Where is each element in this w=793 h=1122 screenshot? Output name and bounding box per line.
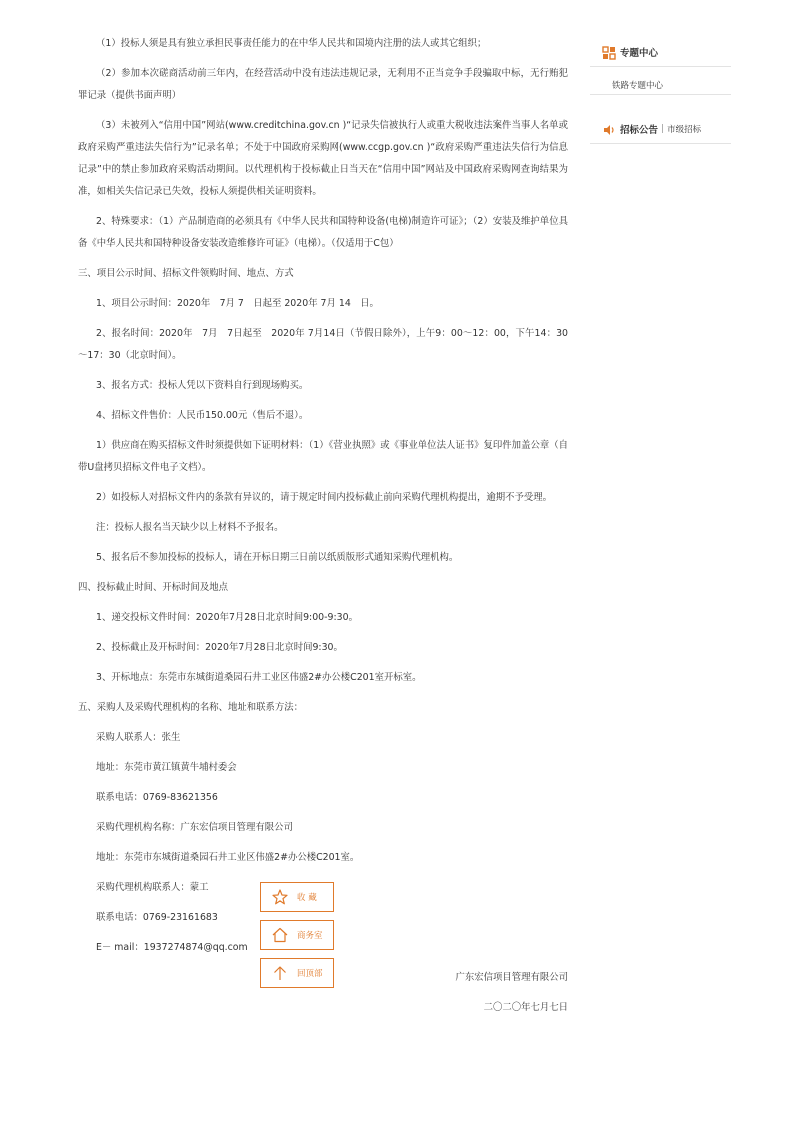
topic-center-header	[590, 38, 731, 67]
paragraph: 地址：东莞市东城街道桑园石井工业区伟盛2#办公楼C201室。	[96, 852, 360, 863]
separator: |	[661, 124, 665, 134]
paragraph: 1、递交投标文件时间：2020年7月28日北京时间9:00-9:30。	[96, 612, 358, 623]
paragraph: （3）未被列入“信用中国”网站(www.creditchina.gov.cn )“记录失信被执行人或重大税收违法案件当事人名单或政府采购严重违法失信行为”记录名单；不处于中国政府采购网(www.ccgp.gov.cn )“政府采购严重违法失信行为信息记录”中的禁止参加政府采购活动期间。以代理机构于投标截止日当天在“信用中国”网站及中国政府采购网查询结果为准，如相关失信记录已失效，投标人须提供相关证明资料。	[78, 120, 568, 197]
favorite-label: 收 藏	[297, 893, 317, 903]
paragraph: 2、报名时间：2020年 7月 7日起至 2020年 7月14日（节假日除外），上午9：00～12：00，下午14：30～17：30（北京时间）。	[78, 328, 568, 361]
paragraph: 1、项目公示时间：2020年 7月 7 日起至 2020年 7月 14 日。	[96, 298, 379, 309]
paragraph: 4、招标文件售价：人民币150.00元（售后不退）。	[96, 410, 309, 421]
paragraph: 联系电话：0769-83621356	[96, 792, 218, 803]
paragraph: 3、开标地点：东莞市东城街道桑园石井工业区伟盛2#办公楼C201室开标室。	[96, 672, 422, 683]
section-heading: 五、采购人及采购代理机构的名称、地址和联系方法：	[78, 702, 304, 713]
paragraph: （1）投标人须是具有独立承担民事责任能力的在中华人民共和国境内注册的法人或其它组织；	[96, 38, 487, 49]
sidebar	[590, 38, 731, 144]
paragraph: 注：投标人报名当天缺少以上材料不予报名。	[96, 522, 284, 533]
paragraph: 采购代理机构联系人：蒙工	[96, 882, 209, 893]
speaker-icon	[602, 122, 616, 136]
signature-line: 二〇二〇年七月七日	[483, 1002, 568, 1013]
signature-line: 广东宏信项目管理有限公司	[455, 972, 568, 983]
bid-notice-header	[590, 115, 731, 144]
house-icon	[271, 926, 289, 944]
topic-center-title: 专题中心	[620, 48, 659, 59]
sidebar-item-railway[interactable]: 铁路专题中心	[590, 67, 731, 95]
favorite-button[interactable]	[260, 882, 334, 912]
paragraph: 联系电话：0769-23161683	[96, 912, 218, 923]
city-bid-link[interactable]: 市级招标	[667, 125, 702, 135]
grid-icon	[602, 45, 616, 59]
section-heading: 三、项目公示时间、招标文件领购时间、地点、方式	[78, 268, 294, 279]
paragraph: 地址：东莞市黄江镇黄牛埔村委会	[96, 762, 237, 773]
paragraph: 2）如投标人对招标文件内的条款有异议的，请于规定时间内投标截止前向采购代理机构提出，逾期不予受理。	[96, 492, 552, 503]
bid-notice-title[interactable]: 招标公告	[620, 125, 659, 136]
office-button[interactable]	[260, 920, 334, 950]
office-label: 商务室	[297, 931, 323, 941]
paragraph: 2、特殊要求：（1）产品制造商的必须具有《中华人民共和国特种设备(电梯)制造许可证》；（2）安装及维护单位具备《中华人民共和国特种设备安装改造维修许可证》（电梯）。（仅适用于C包）	[78, 216, 568, 249]
paragraph: 1）供应商在购买招标文件时须提供如下证明材料：（1）《营业执照》或《事业单位法人证书》复印件加盖公章（自带U盘拷贝招标文件电子文档）。	[78, 440, 568, 473]
paragraph: 3、报名方式：投标人凭以下资料自行到现场购买。	[96, 380, 309, 391]
star-icon	[271, 888, 289, 906]
article-body	[78, 33, 568, 1027]
arrow-up-icon	[271, 964, 289, 982]
paragraph: （2）参加本次磋商活动前三年内，在经营活动中没有违法违规记录，无利用不正当竞争手段骗取中标，无行贿犯罪记录（提供书面声明）	[78, 68, 568, 101]
paragraph: 采购人联系人：张生	[96, 732, 181, 743]
section-heading: 四、投标截止时间、开标时间及地点	[78, 582, 229, 593]
paragraph: E－ mail：1937274874@qq.com	[96, 942, 248, 953]
paragraph: 采购代理机构名称：广东宏信项目管理有限公司	[96, 822, 293, 833]
back-to-top-button[interactable]	[260, 958, 334, 988]
paragraph: 5、报名后不参加投标的投标人，请在开标日期三日前以纸质版形式通知采购代理机构。	[96, 552, 459, 563]
paragraph: 2、投标截止及开标时间：2020年7月28日北京时间9:30。	[96, 642, 343, 653]
back-to-top-label: 回顶部	[297, 969, 323, 979]
